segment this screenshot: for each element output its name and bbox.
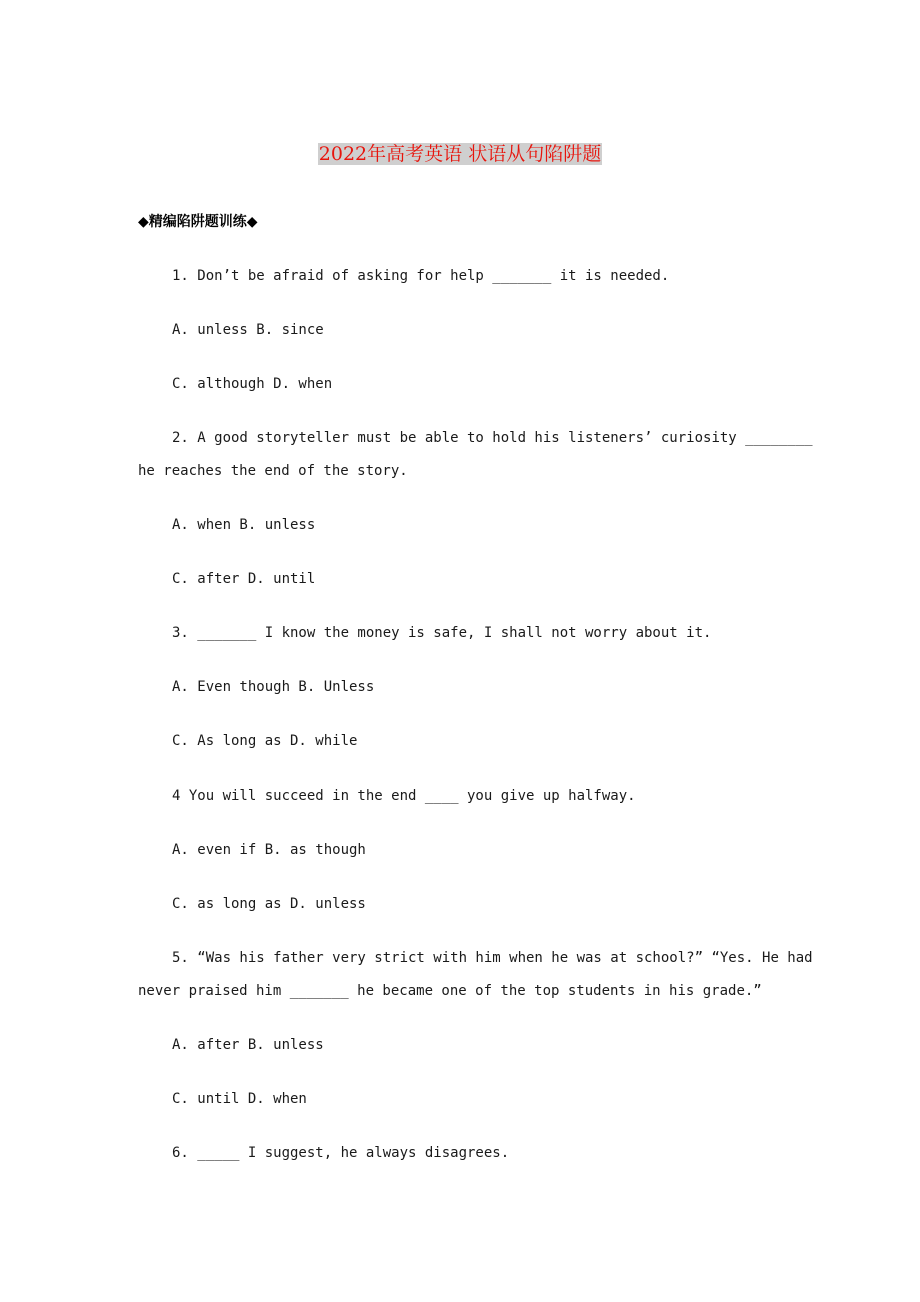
- question-3-options-cd: C. As long as D. while: [172, 733, 358, 749]
- question-2-stem: 2. A good storyteller must be able to hold his listeners’ curiosity ________: [172, 430, 813, 446]
- question-4-options-cd: C. as long as D. unless: [172, 896, 366, 912]
- section-heading: ◆精编陷阱题训练◆: [138, 214, 258, 230]
- question-1-options-ab: A. unless B. since: [172, 322, 324, 338]
- question-3-options-ab: A. Even though B. Unless: [172, 679, 375, 695]
- question-4-options-ab: A. even if B. as though: [172, 842, 366, 858]
- question-5-stem: 5. “Was his father very strict with him when he was at school?” “Yes. He had: [172, 950, 813, 966]
- question-4-stem: 4 You will succeed in the end ____ you give up halfway.: [172, 788, 636, 804]
- question-2-options-ab: A. when B. unless: [172, 517, 316, 533]
- question-5-options-cd: C. until D. when: [172, 1091, 307, 1107]
- question-6-stem: 6. _____ I suggest, he always disagrees.: [172, 1145, 510, 1161]
- question-2-options-cd: C. after D. until: [172, 571, 316, 587]
- document-title: [0, 140, 920, 168]
- question-2-stem-continued: he reaches the end of the story.: [138, 463, 408, 479]
- question-1-stem: 1. Don’t be afraid of asking for help _______ it is needed.: [172, 268, 670, 284]
- document-title-text: 2022年高考英语 状语从句陷阱题: [318, 143, 602, 165]
- question-1-options-cd: C. although D. when: [172, 376, 333, 392]
- question-5-stem-continued: never praised him _______ he became one of the top students in his grade.”: [138, 983, 762, 999]
- question-3-stem: 3. _______ I know the money is safe, I shall not worry about it.: [172, 625, 712, 641]
- question-5-options-ab: A. after B. unless: [172, 1037, 324, 1053]
